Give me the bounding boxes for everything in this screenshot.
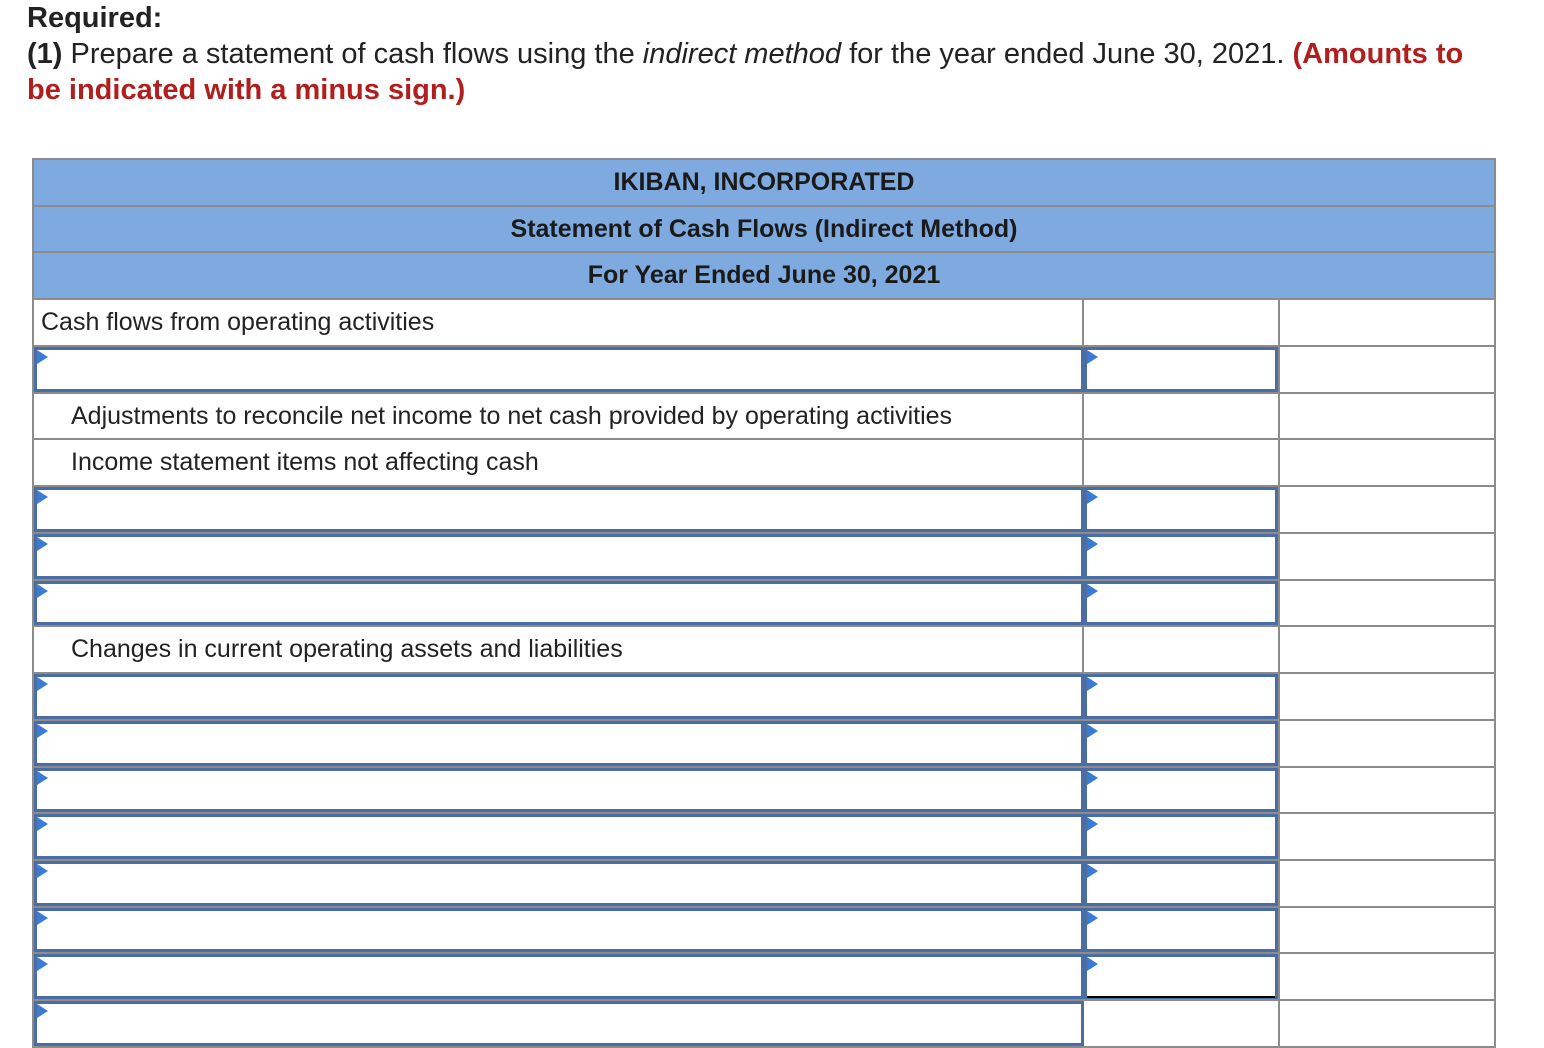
table-row <box>33 767 1495 814</box>
input-marker-icon <box>1087 864 1098 878</box>
amount-cell <box>1083 907 1279 954</box>
instruction-text: Prepare a statement of cash flows using the <box>62 38 643 70</box>
amount-input[interactable] <box>1084 954 1278 999</box>
label-cell <box>33 953 1083 1000</box>
label-cell <box>33 1000 1083 1047</box>
dropdown-marker-icon <box>37 817 48 831</box>
header-row <box>33 206 1495 253</box>
total-cell <box>1279 767 1495 814</box>
line-item-dropdown[interactable] <box>34 954 1084 999</box>
adjustments-label: Adjustments to reconcile net income to net cash provided by operating activities <box>33 393 1083 440</box>
line-item-dropdown[interactable] <box>34 534 1084 579</box>
input-marker-icon <box>1087 350 1098 364</box>
statement-title: Statement of Cash Flows (Indirect Method) <box>33 206 1495 253</box>
amount-input[interactable] <box>1084 861 1278 906</box>
dropdown-marker-icon <box>37 537 48 551</box>
empty-cell <box>1083 626 1279 673</box>
total-cell <box>1279 1000 1495 1047</box>
input-marker-icon <box>1087 677 1098 691</box>
empty-cell <box>1279 439 1495 486</box>
amount-input[interactable] <box>1084 721 1278 766</box>
total-cell <box>1279 346 1495 393</box>
line-item-dropdown[interactable] <box>34 674 1084 719</box>
amount-cell <box>1083 767 1279 814</box>
input-marker-icon <box>1087 537 1098 551</box>
table-row <box>33 299 1495 346</box>
table-row <box>33 486 1495 533</box>
table-row <box>33 1000 1495 1047</box>
amount-input[interactable] <box>1084 814 1278 859</box>
line-item-dropdown[interactable] <box>34 487 1084 532</box>
total-cell <box>1279 907 1495 954</box>
amount-cell <box>1083 860 1279 907</box>
label-cell <box>33 580 1083 627</box>
changes-label: Changes in current operating assets and liabilities <box>33 626 1083 673</box>
dropdown-marker-icon <box>37 490 48 504</box>
input-marker-icon <box>1087 957 1098 971</box>
line-item-dropdown[interactable] <box>34 768 1084 813</box>
empty-cell <box>1279 626 1495 673</box>
dropdown-marker-icon <box>37 350 48 364</box>
amount-input[interactable] <box>1084 908 1278 953</box>
part-number: (1) <box>27 38 63 70</box>
required-label: Required: <box>27 2 163 34</box>
table-row <box>33 346 1495 393</box>
dropdown-marker-icon <box>37 957 48 971</box>
amount-cell <box>1083 486 1279 533</box>
instruction-note-cont: be indicated with a minus sign.) <box>27 74 466 106</box>
instructions-line-1 <box>27 0 1544 36</box>
input-marker-icon <box>1087 724 1098 738</box>
total-cell <box>1279 953 1495 1000</box>
line-item-dropdown[interactable] <box>34 581 1084 626</box>
table-row <box>33 673 1495 720</box>
total-cell <box>1279 720 1495 767</box>
amount-cell <box>1083 720 1279 767</box>
instructions-line-2 <box>27 36 1544 72</box>
table-row <box>33 533 1495 580</box>
input-marker-icon <box>1087 584 1098 598</box>
line-item-dropdown[interactable] <box>34 861 1084 906</box>
label-cell <box>33 673 1083 720</box>
line-item-dropdown[interactable] <box>34 347 1084 392</box>
cash-flow-worksheet <box>32 158 1496 1048</box>
empty-cell <box>1083 439 1279 486</box>
label-cell <box>33 533 1083 580</box>
amount-input[interactable] <box>1084 581 1278 626</box>
noncash-items-label: Income statement items not affecting cash <box>33 439 1083 486</box>
label-cell <box>33 767 1083 814</box>
label-cell <box>33 907 1083 954</box>
table-row <box>33 813 1495 860</box>
amount-cell <box>1083 813 1279 860</box>
header-row <box>33 252 1495 299</box>
empty-cell <box>1083 393 1279 440</box>
amount-input[interactable] <box>1084 534 1278 579</box>
table-row <box>33 393 1495 440</box>
label-cell <box>33 813 1083 860</box>
dropdown-marker-icon <box>37 864 48 878</box>
statement-period: For Year Ended June 30, 2021 <box>33 252 1495 299</box>
line-item-dropdown[interactable] <box>34 908 1084 953</box>
total-cell <box>1279 813 1495 860</box>
header-row <box>33 159 1495 206</box>
table-row <box>33 907 1495 954</box>
input-marker-icon <box>1087 490 1098 504</box>
label-cell <box>33 720 1083 767</box>
line-item-dropdown[interactable] <box>34 721 1084 766</box>
dropdown-marker-icon <box>37 771 48 785</box>
dropdown-marker-icon <box>37 1004 48 1018</box>
total-cell <box>1279 673 1495 720</box>
dropdown-marker-icon <box>37 677 48 691</box>
label-cell <box>33 346 1083 393</box>
table-row <box>33 626 1495 673</box>
empty-cell <box>1279 299 1495 346</box>
dropdown-marker-icon <box>37 724 48 738</box>
amount-input[interactable] <box>1084 347 1278 392</box>
empty-cell <box>1083 299 1279 346</box>
amount-cell <box>1083 533 1279 580</box>
amount-cell <box>1083 580 1279 627</box>
amount-cell <box>1083 673 1279 720</box>
input-marker-icon <box>1087 771 1098 785</box>
total-cell <box>1279 580 1495 627</box>
input-marker-icon <box>1087 911 1098 925</box>
total-cell <box>1279 533 1495 580</box>
table-row <box>33 720 1495 767</box>
amount-cell <box>1083 953 1279 1000</box>
input-marker-icon <box>1087 817 1098 831</box>
total-cell <box>1279 860 1495 907</box>
table-row <box>33 580 1495 627</box>
amount-cell <box>1083 346 1279 393</box>
table-row <box>33 953 1495 1000</box>
line-item-dropdown[interactable] <box>34 814 1084 859</box>
label-cell <box>33 486 1083 533</box>
operating-header: Cash flows from operating activities <box>33 299 1083 346</box>
amount-cell <box>1083 1000 1279 1047</box>
instruction-note: (Amounts to <box>1292 38 1464 70</box>
total-cell <box>1279 486 1495 533</box>
instructions-line-3 <box>27 72 1544 108</box>
dropdown-marker-icon <box>37 911 48 925</box>
label-cell <box>33 860 1083 907</box>
instruction-text-after: for the year ended June 30, 2021. <box>841 38 1293 70</box>
table-row <box>33 439 1495 486</box>
dropdown-marker-icon <box>37 584 48 598</box>
line-item-dropdown[interactable] <box>34 1001 1084 1046</box>
amount-input[interactable] <box>1084 487 1278 532</box>
table-row <box>33 860 1495 907</box>
empty-cell <box>1279 393 1495 440</box>
instruction-italic: indirect method <box>642 38 842 70</box>
amount-input[interactable] <box>1084 674 1278 719</box>
instructions <box>27 0 1544 108</box>
amount-input[interactable] <box>1084 768 1278 813</box>
company-name: IKIBAN, INCORPORATED <box>33 159 1495 206</box>
